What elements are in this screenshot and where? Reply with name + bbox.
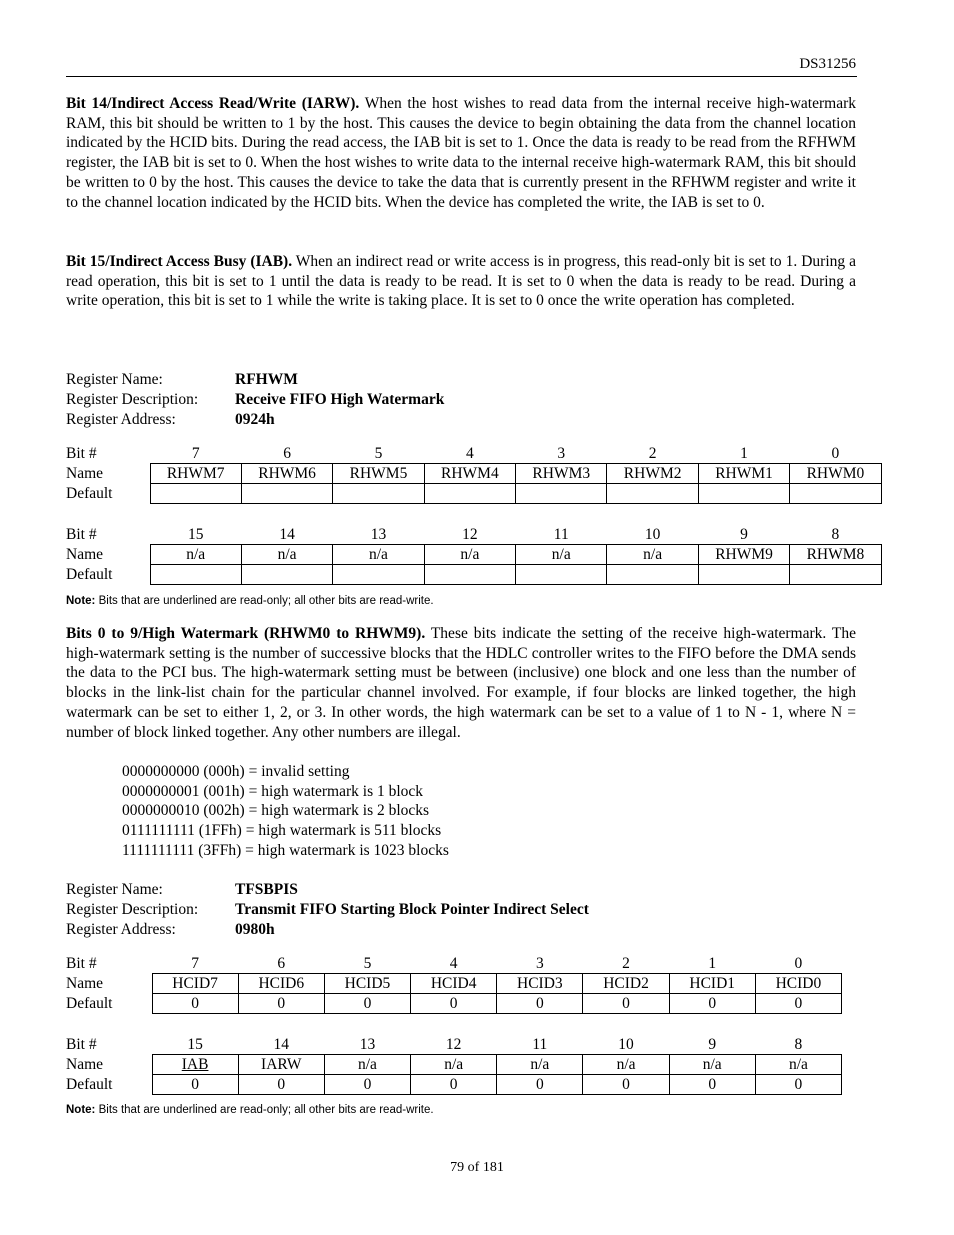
encoding-line: 0111111111 (1FFh) = high watermark is 511 blocks (122, 822, 442, 840)
rfhwm-bits-7-0-table (66, 444, 882, 504)
read-only-bit-name: IAB (181, 1056, 209, 1073)
bit-number-cell: 6 (283, 445, 291, 462)
register-name-label: Register Name: (66, 371, 163, 388)
bit-number-cell: 10 (644, 526, 661, 543)
bit-number-cell: 7 (191, 445, 200, 462)
bit-default-row (66, 994, 842, 1014)
bit-name-cell: n/a (150, 545, 241, 565)
bit-number-cell: 4 (465, 445, 474, 462)
bit-name-label: Name (66, 465, 104, 482)
bit-default-cell: 0 (755, 1075, 841, 1095)
bit-number-cell: 6 (277, 955, 286, 972)
bit-name-cell: n/a (607, 545, 698, 565)
bit-default-cell (150, 565, 241, 585)
bit-number-cell: 12 (462, 526, 478, 543)
note-label: Note: (66, 1104, 96, 1116)
register-description-label: Register Description: (66, 901, 199, 918)
bit-default-label: Default (66, 1076, 113, 1093)
bit-default-cell (516, 565, 607, 585)
bit-number-row (66, 1035, 842, 1055)
bit-number-cell: 2 (648, 445, 657, 462)
tfsbpis-register-info (66, 880, 589, 940)
bit-name-cell: RHWM2 (607, 464, 698, 484)
bit-name-cell: HCID1 (669, 974, 755, 994)
bit-name-cell: RHWM1 (698, 464, 789, 484)
bit-number-cell: 8 (794, 1036, 803, 1053)
bit-number-cell: 13 (359, 1036, 376, 1053)
bit-number-cell: 14 (279, 526, 295, 543)
bit-name-cell: IARW (238, 1055, 324, 1075)
bit-default-cell (790, 484, 881, 504)
bit-default-cell: 0 (324, 1075, 410, 1095)
register-address-label: Register Address: (66, 921, 176, 938)
rfhwm-note (66, 595, 434, 607)
bit-name-cell: RHWM3 (516, 464, 607, 484)
bit-number-row (66, 954, 842, 974)
bit-default-cell: 0 (324, 994, 410, 1014)
bit-name-cell: n/a (669, 1055, 755, 1075)
bit-name-cell: n/a (424, 545, 515, 565)
bit-name-cell: n/a (755, 1055, 841, 1075)
bit-number-cell: 8 (831, 526, 840, 543)
bit-name-label: Name (66, 546, 104, 563)
bit-number-cell: 2 (622, 955, 630, 972)
iab-paragraph (66, 252, 856, 311)
bit-default-cell: 0 (669, 994, 755, 1014)
bit-default-row (66, 484, 881, 504)
bit-default-cell (424, 565, 515, 585)
encoding-line: 1111111111 (3FFh) = high watermark is 1023 blocks (122, 841, 449, 859)
bit-default-cell (333, 484, 424, 504)
bit-default-cell: 0 (152, 994, 238, 1014)
tfsbpis-note (66, 1104, 434, 1116)
bit-default-cell (150, 484, 241, 504)
bit-default-cell (516, 484, 607, 504)
bit-default-cell (333, 565, 424, 585)
bit-default-label: Default (66, 485, 113, 502)
bit-default-row (66, 1075, 842, 1095)
bit-default-cell: 0 (238, 994, 324, 1014)
bit-default-cell: 0 (669, 1075, 755, 1095)
tfsbpis-bits-7-0-table (66, 954, 842, 1014)
bit-name-cell: HCID7 (152, 974, 238, 994)
bit-number-cell: 10 (618, 1036, 634, 1053)
bit-default-cell (698, 484, 789, 504)
bit-default-cell (424, 484, 515, 504)
bit-number-cell: 5 (374, 445, 383, 462)
bit-number-cell: 9 (708, 1036, 717, 1053)
bit-name-cell: n/a (497, 1055, 583, 1075)
bit-number-cell: 3 (535, 955, 544, 972)
bit-number-label: Bit # (66, 1036, 97, 1054)
note-text: Bits that are underlined are read-only; all other bits are read-write. (98, 1104, 434, 1116)
bit-default-label: Default (66, 995, 113, 1012)
iarw-title: Bit 14/Indirect Access Read/Write (IARW). (66, 95, 360, 112)
bit-number-cell: 9 (740, 526, 748, 543)
iab-text: When an indirect read or write access is in progress, this read-only bit is set to 1. During a read operation, this bit is set to 1 until the data is ready to be read. It is set to 0 when the data is ready to be read. During a write operation, this bit is set to 1 while the write is taking place. It is set to 0 once the write operation has completed. (66, 253, 856, 310)
bit-name-cell: n/a (333, 545, 424, 565)
bit-number-label: Bit # (66, 955, 97, 973)
bit-number-cell: 0 (831, 445, 840, 462)
bit-number-cell: 1 (708, 955, 717, 972)
register-name-label: Register Name: (66, 881, 163, 898)
bit-name-cell: RHWM7 (150, 464, 241, 484)
bit-number-cell: 13 (370, 526, 387, 543)
rhwm-paragraph (66, 624, 856, 742)
bit-default-cell (241, 484, 332, 504)
bit-default-cell: 0 (411, 1075, 497, 1095)
register-name-value: TFSBPIS (235, 881, 298, 898)
bit-name-label: Name (66, 975, 104, 992)
bit-name-cell: HCID4 (411, 974, 497, 994)
iarw-paragraph (66, 94, 856, 212)
bit-number-label: Bit # (66, 526, 97, 544)
tfsbpis-bits-15-8-table (66, 1035, 842, 1095)
bit-name-cell: n/a (583, 1055, 669, 1075)
bit-name-cell: RHWM6 (241, 464, 332, 484)
bit-name-cell: HCID2 (583, 974, 669, 994)
bit-default-cell: 0 (238, 1075, 324, 1095)
register-description-label: Register Description: (66, 391, 199, 408)
note-text: Bits that are underlined are read-only; all other bits are read-write. (98, 595, 434, 607)
bit-default-cell: 0 (583, 1075, 669, 1095)
encoding-line: 0000000001 (001h) = high watermark is 1 block (122, 782, 424, 800)
bit-number-cell: 12 (445, 1036, 462, 1053)
bit-name-row (66, 545, 881, 565)
bit-name-cell: n/a (324, 1055, 410, 1075)
rhwm-text: These bits indicate the setting of the receive high-watermark. The high-watermark setting is the number of successive blocks that the HDLC controller writes to the FIFO before the DMA sends the data to the PCI bus. The high-watermark setting must be between (inclusive) one block and one less than the number of blocks in the link-list chain for the particular channel involved. For example, if four blocks are linked together, the high watermark can be set to either 1, 2, or 3. In other words, the high watermark can be set to a value of 1 to N - 1, where N = number of block linked together. Any other numbers are illegal. (66, 625, 856, 741)
rhwm-title: Bits 0 to 9/High Watermark (RHWM0 to RHWM9). (66, 625, 426, 642)
bit-name-cell: RHWM9 (698, 545, 789, 565)
page-number: 79 of 181 (450, 1160, 504, 1175)
bit-default-row (66, 565, 881, 585)
bit-name-cell: RHWM8 (790, 545, 881, 565)
bit-name-cell: HCID6 (238, 974, 324, 994)
bit-name-cell: RHWM4 (424, 464, 515, 484)
bit-number-cell: 3 (557, 445, 566, 462)
register-address-value: 0924h (235, 411, 275, 428)
bit-name-row (66, 974, 842, 994)
bit-number-row (66, 444, 881, 464)
bit-number-row (66, 525, 881, 545)
bit-number-cell: 1 (740, 445, 748, 462)
bit-number-cell: 7 (191, 955, 199, 972)
bit-default-cell (607, 484, 698, 504)
bit-name-cell: n/a (516, 545, 607, 565)
watermark-encodings (122, 762, 449, 861)
bit-default-cell (241, 565, 332, 585)
rfhwm-bits-15-8-table (66, 525, 882, 585)
document-id: DS31256 (799, 56, 856, 72)
bit-number-cell: 0 (794, 955, 803, 972)
encoding-line: 0000000010 (002h) = high watermark is 2 blocks (122, 802, 430, 820)
bit-default-label: Default (66, 566, 113, 583)
bit-number-cell: 15 (187, 526, 204, 543)
bit-name-cell: HCID0 (755, 974, 841, 994)
bit-name-row (66, 1055, 842, 1075)
bit-default-cell (607, 565, 698, 585)
iarw-text: When the host wishes to read data from the internal receive high-watermark RAM, this bit should be written to 1 by the host. This causes the device to begin obtaining the data from the channel location indicated by the HCID bits. During the read access, the IAB bit is set to 1. Once the data is ready to be read from the RFHWM register, the IAB bit is set to 0. When the host wishes to write data to the internal receive high-watermark RAM, this bit should be written to 0 by the host. This causes the device to take the data that is currently present in the RFHWM register and write it to the channel location indicated by the HCID bits. When the device has completed the write, the IAB is set to 0. (66, 95, 856, 211)
bit-default-cell (790, 565, 881, 585)
bit-default-cell: 0 (583, 994, 669, 1014)
bit-name-cell: HCID3 (497, 974, 583, 994)
bit-name-cell: n/a (241, 545, 332, 565)
bit-name-cell: HCID5 (324, 974, 410, 994)
bit-name-cell: n/a (411, 1055, 497, 1075)
rfhwm-register-info (66, 370, 444, 430)
iab-title: Bit 15/Indirect Access Busy (IAB). (66, 253, 293, 270)
encoding-line: 0000000000 (000h) = invalid setting (122, 763, 350, 780)
bit-name-cell: RHWM5 (333, 464, 424, 484)
bit-number-cell: 11 (532, 1036, 548, 1053)
bit-default-cell (698, 565, 789, 585)
bit-default-cell: 0 (411, 994, 497, 1014)
register-address-label: Register Address: (66, 411, 176, 428)
bit-number-cell: 15 (187, 1036, 203, 1053)
bit-default-cell: 0 (497, 1075, 583, 1095)
bit-name-cell (152, 1055, 238, 1075)
bit-number-cell: 5 (363, 955, 372, 972)
bit-default-cell: 0 (152, 1075, 238, 1095)
bit-default-cell: 0 (497, 994, 583, 1014)
note-label: Note: (66, 595, 96, 607)
bit-number-cell: 11 (553, 526, 569, 543)
bit-number-label: Bit # (66, 445, 97, 463)
bit-number-cell: 4 (449, 955, 458, 972)
register-description-value: Receive FIFO High Watermark (235, 391, 445, 408)
register-name-value: RFHWM (235, 371, 298, 388)
bit-number-cell: 14 (273, 1036, 290, 1053)
header-rule (66, 76, 857, 77)
bit-name-row (66, 464, 881, 484)
register-description-value: Transmit FIFO Starting Block Pointer Indirect Select (235, 901, 589, 918)
register-address-value: 0980h (235, 921, 275, 938)
bit-name-label: Name (66, 1056, 104, 1073)
bit-default-cell: 0 (755, 994, 841, 1014)
bit-name-cell: RHWM0 (790, 464, 881, 484)
